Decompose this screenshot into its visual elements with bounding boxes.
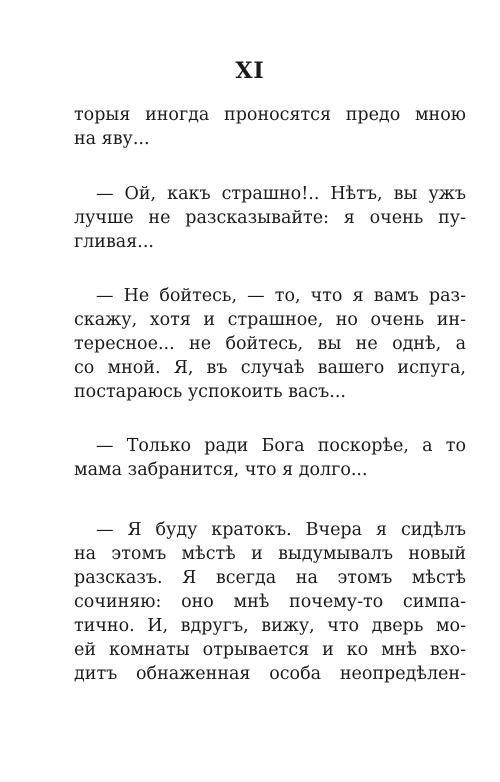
text-line: гливая... [74,232,154,252]
text-line: постараюсь успокоить васъ... [74,382,346,402]
text-line: — Не бойтесь, — то, что я вамъ раз- [96,286,466,306]
text-line: со мной. Я, въ случаѣ вашего испуга, [74,358,466,378]
text-line: ей комнаты отрывается и ко мнѣ вхо- [74,640,466,660]
paragraph-5 [74,518,466,686]
text-line: — Только ради Бога поскорѣе, а то [96,436,466,456]
text-line: тересное... не бойтесь, вы не однѣ, а [74,334,466,354]
text-line: дитъ обнаженная особа неопредѣлен- [74,664,466,684]
paragraph-4 [74,434,466,482]
text-line: на этомъ мѣстѣ и выдумывалъ новый [74,544,466,564]
text-line: сочиняю: оно мнѣ почему-то симпа- [74,592,466,612]
text-line: скажу, хотя и страшное, но очень ин- [74,310,466,330]
text-line: — Я буду кратокъ. Вчера я сидѣлъ [96,520,466,540]
page-number: XI [235,58,265,84]
text-line: торыя иногда проносятся предо мною [74,105,466,125]
text-line: лучше не разсказывайте: я очень пу- [74,208,466,228]
text-line: на яву... [74,129,150,149]
paragraph-3 [74,284,466,404]
text-line: мама забранится, что я долго... [74,460,368,480]
paragraph-1 [74,103,466,151]
text-line: — Ой, какъ страшно!.. Нѣтъ, вы ужъ [96,184,466,204]
paragraph-2 [74,182,466,254]
text-line: тично. И, вдругъ, вижу, что дверь мо- [74,616,466,636]
text-line: разсказъ. Я всегда на этомъ мѣстѣ [74,568,466,588]
